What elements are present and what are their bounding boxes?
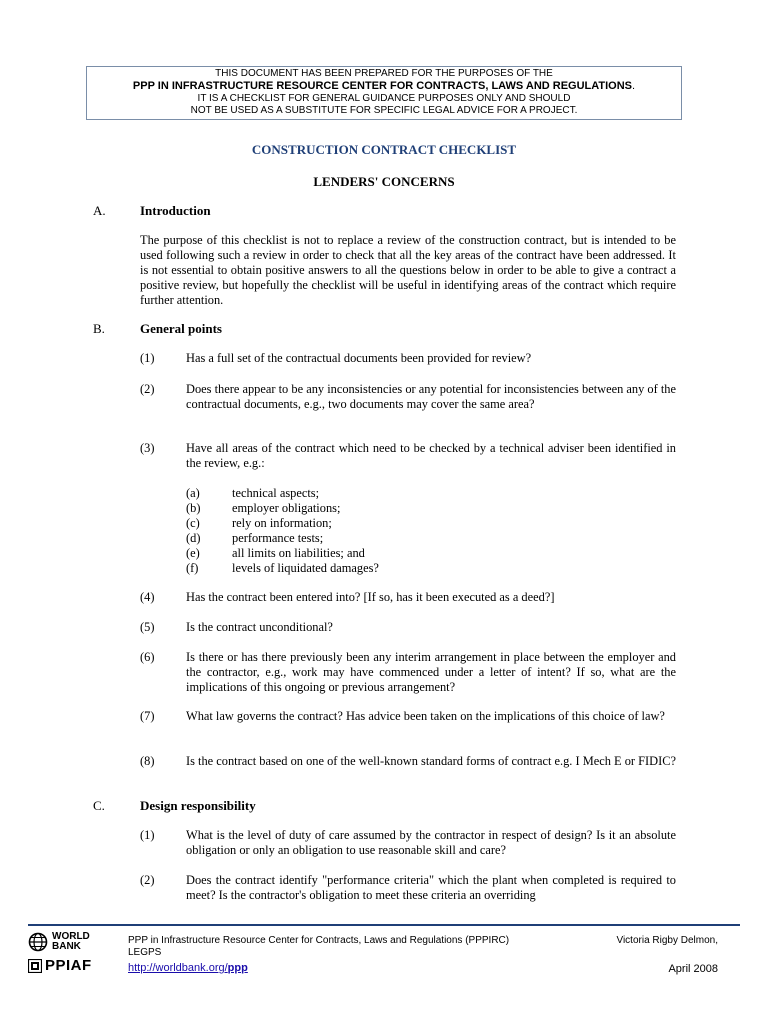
sublist-item <box>186 531 486 546</box>
footer-center-text <box>128 935 509 959</box>
disclaimer-line-2-text: PPP IN INFRASTRUCTURE RESOURCE CENTER FOR CONTRACTS, LAWS AND REGULATIONS <box>132 80 633 92</box>
c-item-1-number: (1) <box>140 828 155 842</box>
b-item-8-text: Is the contract based on one of the well-known standard forms of contract e.g. I Mech E or FIDIC? <box>186 754 676 768</box>
footer-center-line-2: LEGPS <box>128 947 162 958</box>
sublist-text: rely on information; <box>232 516 332 530</box>
world-bank-logo <box>28 932 118 956</box>
section-a-paragraph: The purpose of this checklist is not to replace a review of the construction contract, but is intended to be used following such a review in order to check that all the key areas of the contract have been addressed. It is not essential to obtain positive answers to all the questions below in order to be able to give a contract a positive review, but hopefully the checklist will be useful in identifying areas of the contract which require further attention. <box>140 233 676 307</box>
disclaimer-box <box>86 66 682 120</box>
sublist-text: employer obligations; <box>232 501 341 515</box>
sublist-letter: (b) <box>186 501 201 515</box>
b-item-1-text: Has a full set of the contractual documents been provided for review? <box>186 351 532 365</box>
disclaimer-line-4: NOT BE USED AS A SUBSTITUTE FOR SPECIFIC LEGAL ADVICE FOR A PROJECT. <box>190 105 578 116</box>
sublist-item <box>186 501 486 516</box>
section-a-letter: A. <box>93 203 106 218</box>
c-item-1-text: What is the level of duty of care assumed by the contractor in respect of design? Is it an absolute obligation or only an obligation to use reasonable skill and care? <box>186 828 676 857</box>
sublist-item <box>186 516 486 531</box>
sublist-text: performance tests; <box>232 531 324 545</box>
world-bank-line-1: WORLD <box>52 931 90 942</box>
section-c-heading: Design responsibility <box>140 798 256 813</box>
sublist-text: levels of liquidated damages? <box>232 561 379 575</box>
sublist-text: technical aspects; <box>232 486 320 500</box>
b-item-6-text: Is there or has there previously been any interim arrangement in place between the employer and the contractor, e.g., work may have commenced under a letter of intent? If so, what are the implications of this ongoing or previous arrangement? <box>186 650 676 694</box>
section-c-letter: C. <box>93 798 105 813</box>
b-item-5-text: Is the contract unconditional? <box>186 620 333 634</box>
sublist-item <box>186 546 486 561</box>
section-a-heading: Introduction <box>140 203 211 218</box>
disclaimer-line-3: IT IS A CHECKLIST FOR GENERAL GUIDANCE PURPOSES ONLY AND SHOULD <box>197 93 571 104</box>
footer-link-prefix: http://worldbank.org/ <box>128 962 228 974</box>
footer-center-line-1: PPP in Infrastructure Resource Center for Contracts, Laws and Regulations (PPPIRC) <box>128 935 510 946</box>
b-item-1-number: (1) <box>140 351 155 365</box>
disclaimer-line-2-end: . <box>632 80 636 92</box>
footer-author: Victoria Rigby Delmon, <box>616 935 718 946</box>
b-item-6-number: (6) <box>140 650 155 664</box>
sublist-letter: (c) <box>186 516 200 530</box>
world-bank-line-2: BANK <box>52 941 81 952</box>
document-title: CONSTRUCTION CONTRACT CHECKLIST <box>251 142 517 157</box>
b-item-2-text: Does there appear to be any inconsistencies or any potential for inconsistencies between any of the contractual documents, e.g., two documents may cover the same area? <box>186 382 676 411</box>
sublist-text: all limits on liabilities; and <box>232 546 365 560</box>
b-item-2-number: (2) <box>140 382 155 396</box>
b-item-3-sublist <box>186 486 486 576</box>
c-item-2-number: (2) <box>140 873 155 887</box>
ppiaf-wordmark: PPIAF <box>45 957 92 974</box>
b-item-7-number: (7) <box>140 709 155 723</box>
b-item-4-number: (4) <box>140 590 155 604</box>
b-item-8-number: (8) <box>140 754 155 768</box>
b-item-3-number: (3) <box>140 441 155 455</box>
b-item-7-text: What law governs the contract? Has advice been taken on the implications of this choice of law? <box>186 709 665 723</box>
sublist-letter: (f) <box>186 561 199 575</box>
sublist-item <box>186 561 486 576</box>
section-b-heading: General points <box>140 321 222 336</box>
disclaimer-line-2 <box>87 80 681 93</box>
footer-rule <box>28 924 740 926</box>
section-b-letter: B. <box>93 321 105 336</box>
footer-link-bold: ppp <box>227 962 248 974</box>
footer-website-link[interactable] <box>128 962 248 974</box>
b-item-4-text: Has the contract been entered into? [If so, has it been executed as a deed?] <box>186 590 555 604</box>
b-item-3-text: Have all areas of the contract which need to be checked by a technical adviser been identified in the review, e.g.: <box>186 441 676 470</box>
b-item-5-number: (5) <box>140 620 155 634</box>
sublist-letter: (a) <box>186 486 200 500</box>
sublist-letter: (e) <box>186 546 200 560</box>
world-bank-wordmark <box>52 932 90 952</box>
sublist-letter: (d) <box>186 531 201 545</box>
ppiaf-logo <box>28 957 124 975</box>
ppiaf-mark-icon <box>28 959 42 973</box>
globe-icon <box>28 932 48 952</box>
disclaimer-line-1: THIS DOCUMENT HAS BEEN PREPARED FOR THE PURPOSES OF THE <box>215 68 553 79</box>
c-item-2-text: Does the contract identify "performance criteria" which the plant when completed is required to meet? Is the contractor's obligation to meet these criteria an overriding <box>186 873 676 902</box>
document-subtitle: LENDERS' CONCERNS <box>313 174 455 189</box>
footer-date: April 2008 <box>668 963 718 975</box>
sublist-item <box>186 486 486 501</box>
